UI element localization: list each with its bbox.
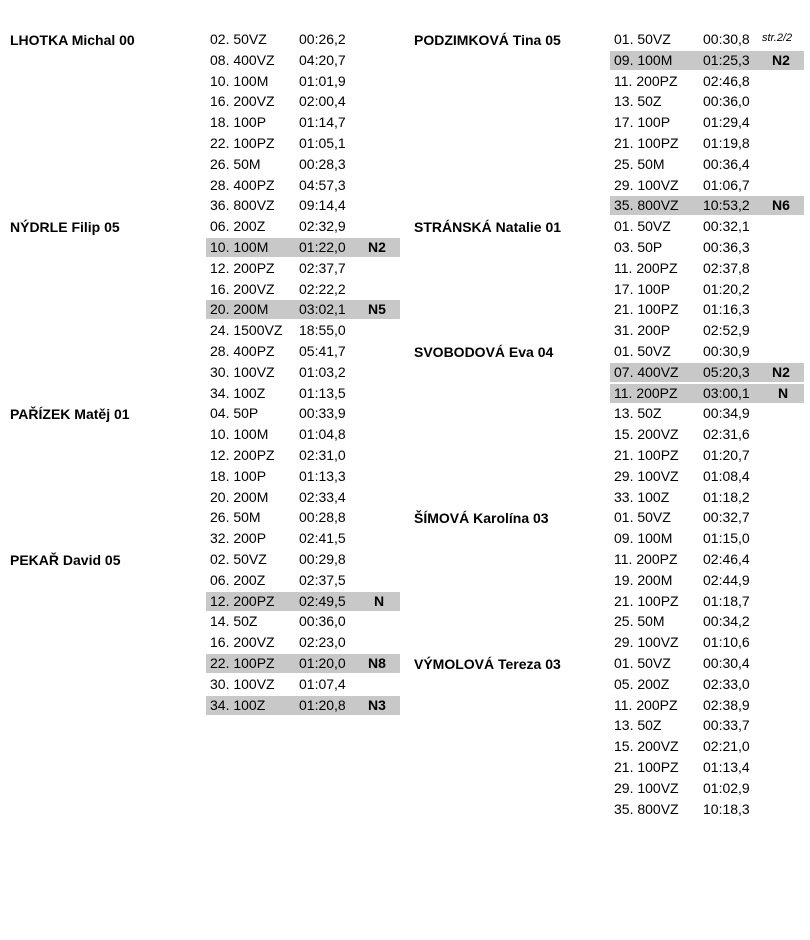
event-label: 20. 200M (210, 488, 269, 505)
result-time: 00:36,0 (703, 93, 750, 110)
result-time: 03:00,1 (703, 384, 750, 401)
note-badge: N3 (368, 696, 386, 713)
event-label: 01. 50VZ (614, 343, 671, 359)
event-label: 02. 50VZ (210, 551, 267, 567)
event-label: 09. 100M (614, 530, 673, 547)
result-time: 01:22,0 (299, 239, 346, 255)
event-label: 03. 50P (614, 239, 663, 255)
event-label: 21. 100PZ (614, 447, 679, 463)
event-label: 13. 50Z (614, 405, 662, 422)
result-row (206, 384, 400, 403)
event-label: 16. 200VZ (210, 634, 275, 651)
note-badge: N2 (772, 363, 790, 380)
event-label: 36. 800VZ (210, 197, 275, 214)
result-row (610, 155, 804, 174)
result-time: 01:16,3 (703, 301, 750, 318)
swimmer-name: NÝDRLE Filip 05 (10, 219, 120, 236)
note-badge: N2 (368, 239, 386, 255)
result-row (206, 321, 400, 340)
result-row (206, 30, 400, 49)
result-time: 01:19,8 (703, 135, 750, 151)
result-time: 00:32,7 (703, 509, 750, 526)
swimmer-name: PODZIMKOVÁ Tina 05 (414, 32, 561, 48)
result-row (206, 633, 400, 652)
event-label: 17. 100P (614, 114, 671, 131)
event-label: 33. 100Z (614, 488, 670, 505)
event-label: 05. 200Z (614, 675, 670, 692)
event-label: 11. 200PZ (614, 259, 678, 276)
event-label: 06. 200Z (210, 571, 266, 588)
result-time: 04:20,7 (299, 51, 346, 68)
result-time: 00:30,9 (703, 343, 750, 359)
result-time: 00:30,4 (703, 655, 750, 671)
result-row (610, 446, 804, 465)
result-row (610, 779, 804, 798)
result-time: 02:37,8 (703, 259, 750, 276)
result-row (610, 716, 804, 735)
event-label: 25. 50M (614, 613, 665, 630)
result-row (610, 550, 804, 569)
result-time: 02:52,9 (703, 322, 750, 339)
result-time: 01:07,4 (299, 675, 346, 692)
event-label: 18. 100P (210, 467, 267, 484)
event-label: 31. 200P (614, 322, 671, 339)
result-time: 02:33,4 (299, 488, 346, 505)
result-row (206, 238, 400, 257)
note-badge: N (374, 592, 385, 609)
result-row (610, 633, 804, 652)
result-row (206, 342, 400, 361)
result-time: 00:28,8 (299, 509, 346, 526)
result-time: 01:14,7 (299, 114, 346, 131)
result-row (610, 758, 804, 777)
result-row (610, 51, 804, 70)
result-time: 00:30,8 (703, 31, 750, 47)
event-label: 28. 400PZ (210, 176, 275, 193)
event-label: 04. 50P (210, 405, 259, 422)
result-time: 01:20,8 (299, 696, 346, 713)
event-label: 11. 200PZ (614, 551, 678, 567)
result-time: 00:33,7 (703, 717, 750, 734)
result-row (206, 425, 400, 444)
result-time: 18:55,0 (299, 322, 346, 339)
note-badge: N5 (368, 301, 386, 318)
swimmer-name: STRÁNSKÁ Natalie 01 (414, 219, 562, 236)
swimmer-name: VÝMOLOVÁ Tereza 03 (414, 656, 561, 672)
result-time: 00:36,4 (703, 155, 750, 172)
result-row (610, 72, 804, 91)
event-label: 29. 100VZ (614, 634, 679, 651)
event-label: 16. 200VZ (210, 280, 275, 297)
result-row (610, 675, 804, 694)
result-time: 02:22,2 (299, 280, 346, 297)
result-row (206, 550, 400, 569)
result-row (610, 529, 804, 548)
result-row (206, 300, 400, 319)
result-time: 02:37,7 (299, 259, 346, 276)
result-time: 01:01,9 (299, 72, 346, 89)
result-row (610, 384, 804, 403)
result-time: 00:36,3 (703, 239, 750, 255)
event-label: 12. 200PZ (210, 259, 275, 276)
event-label: 06. 200Z (210, 218, 266, 235)
result-time: 02:32,9 (299, 218, 346, 235)
event-label: 09. 100M (614, 51, 673, 68)
event-label: 34. 100Z (210, 384, 266, 401)
event-label: 22. 100PZ (210, 655, 275, 671)
event-label: 01. 50VZ (614, 31, 671, 47)
result-row (206, 467, 400, 486)
result-time: 00:33,9 (299, 405, 346, 422)
swimmer-name: PAŘÍZEK Matěj 01 (10, 406, 130, 423)
event-label: 29. 100VZ (614, 779, 679, 796)
result-time: 02:31,6 (703, 426, 750, 443)
result-row (206, 675, 400, 694)
event-label: 15. 200VZ (614, 426, 679, 443)
result-row (206, 488, 400, 507)
swimmer-name: PEKAŘ David 05 (10, 552, 121, 568)
result-row (206, 113, 400, 132)
event-label: 25. 50M (614, 155, 665, 172)
result-time: 00:28,3 (299, 155, 346, 172)
event-label: 18. 100P (210, 114, 267, 131)
result-time: 01:08,4 (703, 467, 750, 484)
event-label: 22. 100PZ (210, 135, 275, 151)
note-badge: N6 (772, 197, 790, 214)
result-row (610, 508, 804, 527)
result-row (610, 259, 804, 278)
result-time: 01:13,5 (299, 384, 346, 401)
event-label: 10. 100M (210, 72, 269, 89)
result-row (610, 404, 804, 423)
result-time: 02:46,4 (703, 551, 750, 567)
event-label: 19. 200M (614, 571, 673, 588)
result-time: 00:32,1 (703, 218, 750, 235)
result-row (610, 737, 804, 756)
result-row (610, 238, 804, 257)
result-time: 00:36,0 (299, 613, 346, 630)
result-time: 01:18,7 (703, 592, 750, 609)
result-time: 02:38,9 (703, 696, 750, 713)
result-row (610, 176, 804, 195)
result-row (206, 92, 400, 111)
result-row (610, 134, 804, 153)
event-label: 13. 50Z (614, 93, 662, 110)
result-row (610, 300, 804, 319)
note-badge: N8 (368, 655, 386, 671)
result-time: 02:37,5 (299, 571, 346, 588)
event-label: 21. 100PZ (614, 759, 679, 775)
result-time: 00:34,9 (703, 405, 750, 422)
result-row (206, 592, 400, 611)
result-time: 10:53,2 (703, 197, 750, 214)
result-row (206, 134, 400, 153)
result-row (610, 196, 804, 215)
event-label: 01. 50VZ (614, 509, 671, 526)
result-row (610, 321, 804, 340)
result-time: 02:49,5 (299, 592, 346, 609)
result-row (610, 571, 804, 590)
event-label: 01. 50VZ (614, 218, 671, 235)
result-row (206, 259, 400, 278)
result-time: 01:20,2 (703, 280, 750, 297)
result-row (610, 592, 804, 611)
result-row (206, 196, 400, 215)
result-time: 05:20,3 (703, 363, 750, 380)
result-time: 00:26,2 (299, 31, 346, 47)
swimmer-name: SVOBODOVÁ Eva 04 (414, 344, 554, 360)
result-time: 00:34,2 (703, 613, 750, 630)
event-label: 11. 200PZ (614, 384, 678, 401)
result-time: 01:29,4 (703, 114, 750, 131)
result-row (206, 51, 400, 70)
event-label: 21. 100PZ (614, 135, 679, 151)
result-row (206, 280, 400, 299)
result-time: 02:21,0 (703, 738, 750, 755)
result-row (206, 529, 400, 548)
result-time: 02:44,9 (703, 571, 750, 588)
result-time: 02:31,0 (299, 447, 346, 463)
event-label: 35. 800VZ (614, 800, 679, 817)
event-label: 26. 50M (210, 509, 261, 526)
result-row (610, 425, 804, 444)
event-label: 29. 100VZ (614, 467, 679, 484)
result-time: 04:57,3 (299, 176, 346, 193)
result-row (610, 467, 804, 486)
result-time: 01:13,3 (299, 467, 346, 484)
event-label: 12. 200PZ (210, 592, 275, 609)
event-label: 21. 100PZ (614, 301, 679, 318)
result-time: 01:04,8 (299, 426, 346, 443)
result-time: 02:23,0 (299, 634, 346, 651)
event-label: 15. 200VZ (614, 738, 679, 755)
result-time: 09:14,4 (299, 197, 346, 214)
result-time: 01:15,0 (703, 530, 750, 547)
result-row (610, 654, 804, 673)
result-row (206, 363, 400, 382)
result-row (206, 696, 400, 715)
result-time: 01:10,6 (703, 634, 750, 651)
swimmer-name: LHOTKA Michal 00 (10, 32, 135, 48)
event-label: 34. 100Z (210, 696, 266, 713)
event-label: 02. 50VZ (210, 31, 267, 47)
event-label: 26. 50M (210, 155, 261, 172)
note-badge: N (778, 384, 789, 401)
event-label: 21. 100PZ (614, 592, 679, 609)
result-row (610, 342, 804, 361)
result-row (610, 800, 804, 819)
event-label: 17. 100P (614, 280, 671, 297)
event-label: 24. 1500VZ (210, 322, 283, 339)
swimmer-name: ŠÍMOVÁ Karolína 03 (414, 510, 549, 527)
event-label: 28. 400PZ (210, 343, 275, 359)
result-row (610, 696, 804, 715)
event-label: 32. 200P (210, 530, 267, 547)
event-label: 12. 200PZ (210, 447, 275, 463)
result-time: 01:02,9 (703, 779, 750, 796)
page-number-label: str.2/2 (762, 32, 793, 44)
result-time: 05:41,7 (299, 343, 346, 359)
result-row (206, 72, 400, 91)
result-row (206, 654, 400, 673)
event-label: 07. 400VZ (614, 363, 679, 380)
result-row (610, 113, 804, 132)
result-time: 10:18,3 (703, 800, 750, 817)
event-label: 10. 100M (210, 239, 269, 255)
result-time: 01:25,3 (703, 51, 750, 68)
result-row (610, 612, 804, 631)
event-label: 35. 800VZ (614, 197, 679, 214)
result-row (610, 217, 804, 236)
result-time: 00:29,8 (299, 551, 346, 567)
event-label: 13. 50Z (614, 717, 662, 734)
result-row (206, 612, 400, 631)
result-time: 02:41,5 (299, 530, 346, 547)
result-row (610, 363, 804, 382)
result-time: 01:06,7 (703, 176, 750, 193)
note-badge: N2 (772, 51, 790, 68)
result-row (610, 92, 804, 111)
result-row (206, 404, 400, 423)
result-row (206, 508, 400, 527)
event-label: 30. 100VZ (210, 363, 275, 380)
result-row (206, 217, 400, 236)
result-time: 01:03,2 (299, 363, 346, 380)
result-time: 01:18,2 (703, 488, 750, 505)
result-row (206, 155, 400, 174)
result-row (206, 176, 400, 195)
result-row (610, 488, 804, 507)
result-time: 03:02,1 (299, 301, 346, 318)
result-row (206, 571, 400, 590)
event-label: 14. 50Z (210, 613, 258, 630)
result-time: 01:20,0 (299, 655, 346, 671)
result-time: 02:46,8 (703, 72, 750, 89)
event-label: 30. 100VZ (210, 675, 275, 692)
event-label: 10. 100M (210, 426, 269, 443)
event-label: 01. 50VZ (614, 655, 671, 671)
event-label: 08. 400VZ (210, 51, 275, 68)
result-time: 02:33,0 (703, 675, 750, 692)
result-time: 01:05,1 (299, 135, 346, 151)
event-label: 16. 200VZ (210, 93, 275, 110)
event-label: 11. 200PZ (614, 696, 678, 713)
result-row (610, 30, 804, 49)
event-label: 11. 200PZ (614, 72, 678, 89)
result-time: 01:20,7 (703, 447, 750, 463)
result-row (206, 446, 400, 465)
result-time: 01:13,4 (703, 759, 750, 775)
event-label: 20. 200M (210, 301, 269, 318)
result-row (610, 280, 804, 299)
result-time: 02:00,4 (299, 93, 346, 110)
event-label: 29. 100VZ (614, 176, 679, 193)
